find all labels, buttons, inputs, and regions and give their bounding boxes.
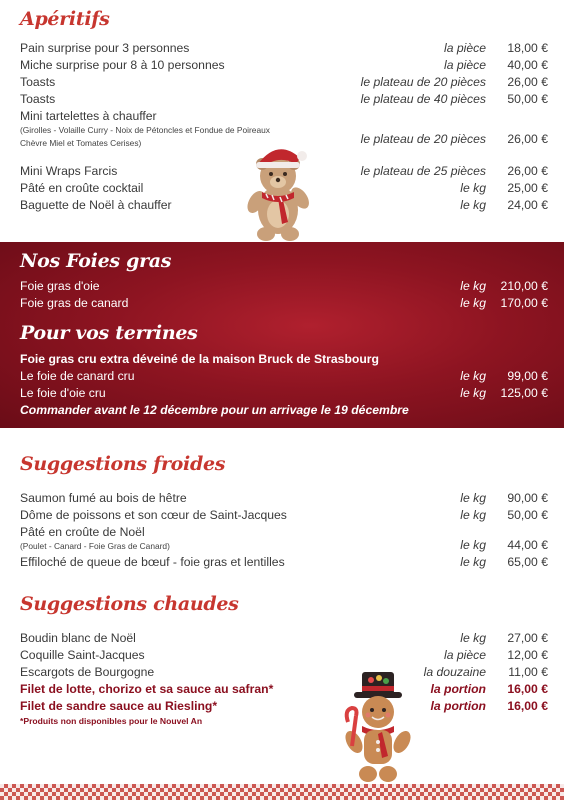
menu-item (20, 295, 548, 312)
item-unit: le kg (460, 386, 486, 400)
item-unit: le kg (460, 181, 486, 195)
menu-item (20, 664, 548, 681)
item-name: Escargots de Bourgogne (20, 665, 155, 679)
terrines-lead: Foie gras cru extra déveiné de la maison Bruck de Strasbourg (20, 352, 379, 366)
item-name: Mini tartelettes à chauffer (20, 109, 157, 123)
section-title-froides: Suggestions froides (20, 453, 226, 475)
item-unit: le plateau de 20 pièces (360, 132, 486, 146)
terrines-order-note: Commander avant le 12 décembre pour un arrivage le 19 décembre (20, 403, 409, 417)
item-name: Boudin blanc de Noël (20, 631, 136, 645)
item-unit: le kg (460, 369, 486, 383)
menu-item (20, 490, 548, 507)
item-unit: le plateau de 40 pièces (360, 92, 486, 106)
teddy-bear-illustration (238, 140, 318, 242)
item-unit: le kg (460, 631, 486, 645)
item-unit: le kg (460, 296, 486, 310)
item-price: 125,00 € (500, 386, 548, 400)
item-name: Filet de sandre sauce au Riesling* (20, 699, 218, 713)
item-name: Baguette de Noël à chauffer (20, 198, 172, 212)
item-name: Foie gras de canard (20, 296, 129, 310)
item-unit: la douzaine (423, 665, 486, 679)
item-name: Pâté en croûte cocktail (20, 181, 144, 195)
item-unit: le kg (460, 508, 486, 522)
item-unit: la pièce (443, 41, 486, 55)
item-price: 65,00 € (507, 555, 548, 569)
menu-item-featured (20, 681, 548, 698)
menu-item (20, 630, 548, 647)
item-price: 16,00 € (507, 699, 548, 713)
availability-note: *Produits non disponibles pour le Nouvel An (20, 716, 203, 726)
item-price: 40,00 € (507, 58, 548, 72)
menu-item (20, 368, 548, 385)
menu-item (20, 278, 548, 295)
item-price: 90,00 € (507, 491, 548, 505)
menu-item (20, 40, 548, 57)
menu-item (20, 385, 548, 402)
item-price: 50,00 € (507, 508, 548, 522)
item-price: 50,00 € (507, 92, 548, 106)
item-name: Miche surprise pour 8 à 10 personnes (20, 58, 225, 72)
foies-gras-band (0, 242, 564, 428)
item-price: 24,00 € (507, 198, 548, 212)
menu-item (20, 554, 548, 571)
item-unit: le kg (460, 491, 486, 505)
item-note: (Poulet - Canard - Foie Gras de Canard) (20, 541, 170, 551)
section-title-foies-gras: Nos Foies gras (20, 250, 172, 272)
section-title-aperitifs: Apéritifs (20, 8, 110, 30)
item-note: Chèvre Miel et Tomates Cerises) (20, 138, 142, 148)
item-price: 26,00 € (507, 75, 548, 89)
item-unit: la portion (430, 699, 486, 713)
item-name: Toasts (20, 92, 56, 106)
item-unit: le kg (460, 555, 486, 569)
item-price: 25,00 € (507, 181, 548, 195)
item-unit: le kg (460, 198, 486, 212)
gingerbread-man-illustration (338, 666, 418, 786)
item-unit: la pièce (443, 58, 486, 72)
item-unit: le plateau de 25 pièces (360, 164, 486, 178)
item-price: 26,00 € (507, 132, 548, 146)
menu-item-featured (20, 698, 548, 715)
checkered-footer-border (0, 784, 564, 800)
item-name: Mini Wraps Farcis (20, 164, 118, 178)
item-price: 170,00 € (500, 296, 548, 310)
item-price: 26,00 € (507, 164, 548, 178)
item-name: Pâté en croûte de Noël (20, 525, 145, 539)
item-name: Foie gras d'oie (20, 279, 100, 293)
item-price: 44,00 € (507, 538, 548, 552)
item-price: 27,00 € (507, 631, 548, 645)
menu-item (20, 74, 548, 91)
item-unit: le plateau de 20 pièces (360, 75, 486, 89)
item-name: Le foie d'oie cru (20, 386, 106, 400)
item-unit: le kg (460, 279, 486, 293)
item-price: 12,00 € (507, 648, 548, 662)
item-price: 16,00 € (507, 682, 548, 696)
menu-item (20, 108, 548, 125)
item-name: Saumon fumé au bois de hêtre (20, 491, 187, 505)
item-name: Dôme de poissons et son cœur de Saint-Jacques (20, 508, 287, 522)
item-name: Effiloché de queue de bœuf - foie gras et lentilles (20, 555, 285, 569)
item-price: 18,00 € (507, 41, 548, 55)
item-unit: la pièce (443, 648, 486, 662)
menu-item (20, 57, 548, 74)
item-note: (Girolles - Volaille Curry - Noix de Pétoncles et Fondue de Poireaux (20, 125, 270, 135)
menu-item (20, 507, 548, 524)
menu-item (20, 91, 548, 108)
item-unit: la portion (430, 682, 486, 696)
item-name: Coquille Saint-Jacques (20, 648, 145, 662)
item-name: Pain surprise pour 3 personnes (20, 41, 190, 55)
item-unit: le kg (460, 538, 486, 552)
menu-item (20, 647, 548, 664)
item-price: 99,00 € (507, 369, 548, 383)
section-title-terrines: Pour vos terrines (20, 322, 198, 344)
item-price: 11,00 € (508, 665, 548, 679)
item-price: 210,00 € (500, 279, 548, 293)
item-name: Filet de lotte, chorizo et sa sauce au safran* (20, 682, 274, 696)
item-name: Toasts (20, 75, 56, 89)
section-title-chaudes: Suggestions chaudes (20, 593, 239, 615)
item-name: Le foie de canard cru (20, 369, 135, 383)
menu-item-price-line (20, 537, 548, 554)
